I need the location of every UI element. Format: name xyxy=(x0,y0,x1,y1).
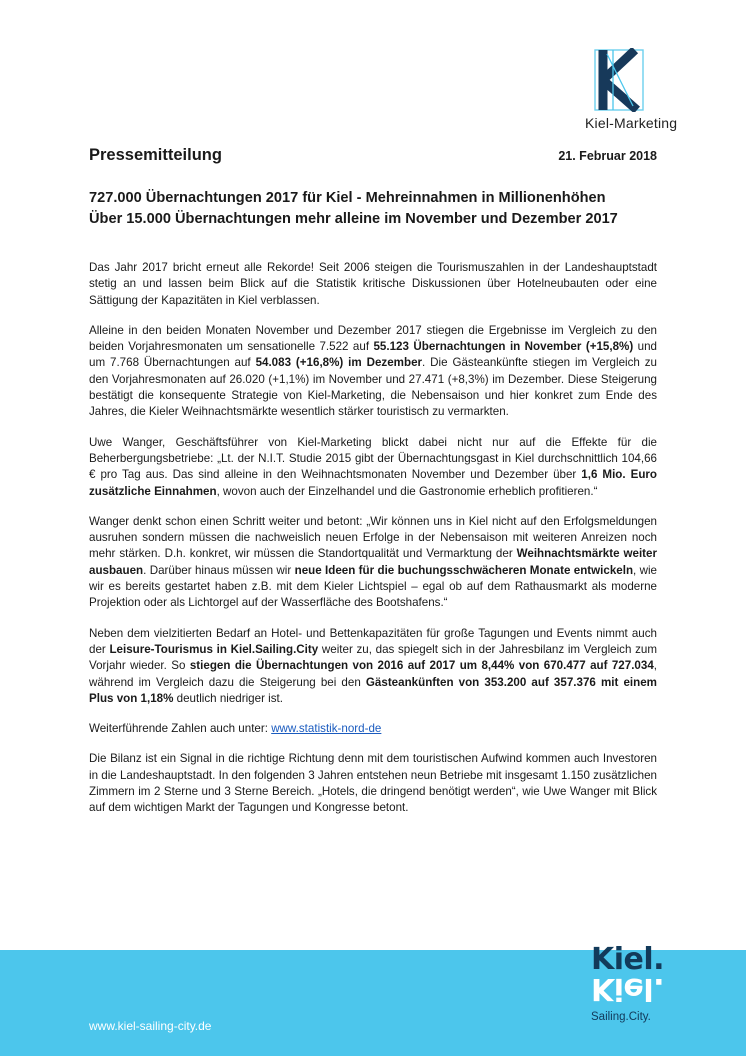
kiel-wordmark-reflection: Kiel. xyxy=(591,971,665,1006)
article-body xyxy=(89,260,657,831)
paragraph-4-bold: neue Ideen für die buchungsschwächeren Monate entwickeln xyxy=(294,563,634,577)
kiel-sailing-city-logo xyxy=(591,942,671,1023)
page-title: Pressemitteilung xyxy=(89,146,222,164)
logo-tagline: Sailing.City. xyxy=(591,1011,651,1023)
paragraph-6 xyxy=(89,721,657,737)
paragraph-2 xyxy=(89,323,657,421)
paragraph-4 xyxy=(89,514,657,612)
paragraph-2-text: Alleine in den beiden Monaten November und Dezember 2017 stiegen die Ergebnisse im Vergleich zu den beiden Vorjahresmonaten um sensationelle 7.522 auf xyxy=(89,323,657,354)
paragraph-6-text: Weiterführende Zahlen auch unter: xyxy=(89,722,272,736)
kiel-wordmark: Kiel. xyxy=(591,942,665,977)
paragraph-3-text: , wovon auch der Einzelhandel und die Gastronomie erheblich profitieren.“ xyxy=(216,484,598,498)
paragraph-3-bold: 1,6 Mio. Euro zusätzliche Einnahmen xyxy=(89,468,657,498)
paragraph-4-text: , wie wir es bereits gestartet haben z.B. mit dem Kieler Lichtspiel – egal ob auf dem Rathausmarkt als moderne Projektion oder als Lichtorgel auf der Wasserfläche des Bootshafens.“ xyxy=(89,563,658,610)
paragraph-1: Das Jahr 2017 bricht erneut alle Rekorde! Seit 2006 steigen die Tourismuszahlen in der Landeshauptstadt stetig an und lassen beim Blick auf die Statistik kritische Diskussionen über Hotelneubauten oder eine Sättigung der Kapazitäten in Kiel verblassen. xyxy=(89,261,657,307)
footer-url[interactable]: www.kiel-sailing-city.de xyxy=(89,1019,212,1033)
paragraph-3-text: Uwe Wanger, Geschäftsführer von Kiel-Marketing blickt dabei nicht nur auf die Effekte für die Beherbergungsbetriebe: „Lt. der N.I.T. Studie 2015 gibt der Übernachtungsgast in Kiel durchschnittlich 104,66 € pro Tag aus. Das sind alleine in den Weihnachtsmonaten November und Dezember über xyxy=(89,435,657,482)
headlines xyxy=(89,188,659,230)
paragraph-4-text: . Darüber hinaus müssen wir xyxy=(143,563,295,577)
paragraph-5-bold: Gästeankünften von 353.200 auf 357.376 mit einem Plus von 1,18% xyxy=(89,675,657,705)
paragraph-3 xyxy=(89,435,657,500)
paragraph-2-text: . Die Gästeankünfte stiegen im Vergleich zu den Vorjahresmonaten auf 26.020 (+1,1%) im November und 27.471 (+8,3%) im Dezember. Diese Steigerung bestätigt die konsequente Strategie von Kiel-Marketing, die Nebensaison und hier konkret zum Ende des Jahres, die Kieler Weihnachtsmärkte wesentlich stärker touristisch zu vermarkten. xyxy=(89,356,657,419)
headline-1: 727.000 Übernachtungen 2017 für Kiel - Mehreinnahmen in Millionenhöhen xyxy=(89,190,606,206)
statistik-link[interactable]: www.statistik-nord-de xyxy=(271,722,382,736)
press-header xyxy=(89,146,657,168)
brand-name: Kiel-Marketing xyxy=(585,115,678,131)
paragraph-5-text: , während im Vergleich dazu die Steigerung bei den xyxy=(89,659,658,689)
paragraph-4-text: Wanger denkt schon einen Schritt weiter und betont: „Wir können uns in Kiel nicht auf den Erfolgsmeldungen ausruhen sondern müssen die nachweislich neuen Erfolge in der Nebensaison mit weiteren Anreizen noch mehr stärken. D.h. konkret, wir müssen die Standortqualität und Vermarktung der xyxy=(89,514,657,561)
paragraph-2-bold: 54.083 (+16,8%) im Dezember xyxy=(255,356,423,370)
paragraph-5-bold: Leisure-Tourismus in Kiel.Sailing.City xyxy=(109,642,319,656)
paragraph-5-text: weiter zu, das spiegelt sich in der Jahresbilanz im Vergleich zum Vorjahr wieder. So xyxy=(89,642,657,673)
paragraph-7: Die Bilanz ist ein Signal in die richtige Richtung denn mit dem touristischen Aufwind kommen auch Investoren in die Landeshauptstadt. In den folgenden 3 Jahren entstehen neun Betriebe mit insgesamt 1.150 zusätzlichen Zimmern im 2 Sterne und 3 Sterne Bereich. „Hotels, die dringend benötigt werden“, wie Uwe Wanger mit Blick auf dem wichtigen Markt der Tagungen und Kongresse betont. xyxy=(89,752,657,815)
paragraph-5-text: Neben dem vielzitierten Bedarf an Hotel- und Bettenkapazitäten für große Tagungen und Events nimmt auch der xyxy=(89,626,657,656)
paragraph-4-bold: Weihnachtsmärkte weiter ausbauen xyxy=(89,547,658,577)
paragraph-5-text: deutlich niedriger ist. xyxy=(173,691,283,705)
paragraph-5-bold: stiegen die Übernachtungen von 2016 auf 2017 um 8,44% von 670.477 auf 727.034 xyxy=(189,659,654,673)
paragraph-2-bold: 55.123 Übernachtungen in November (+15,8%) xyxy=(373,340,634,354)
release-date: 21. Februar 2018 xyxy=(558,149,657,163)
kiel-marketing-k-icon xyxy=(593,48,645,112)
paragraph-5 xyxy=(89,626,657,707)
paragraph-2-text: und um 7.768 Übernachtungen auf xyxy=(89,340,657,370)
kiel-marketing-logo xyxy=(585,48,679,131)
headline-2: Über 15.000 Übernachtungen mehr alleine im November und Dezember 2017 xyxy=(89,211,618,227)
